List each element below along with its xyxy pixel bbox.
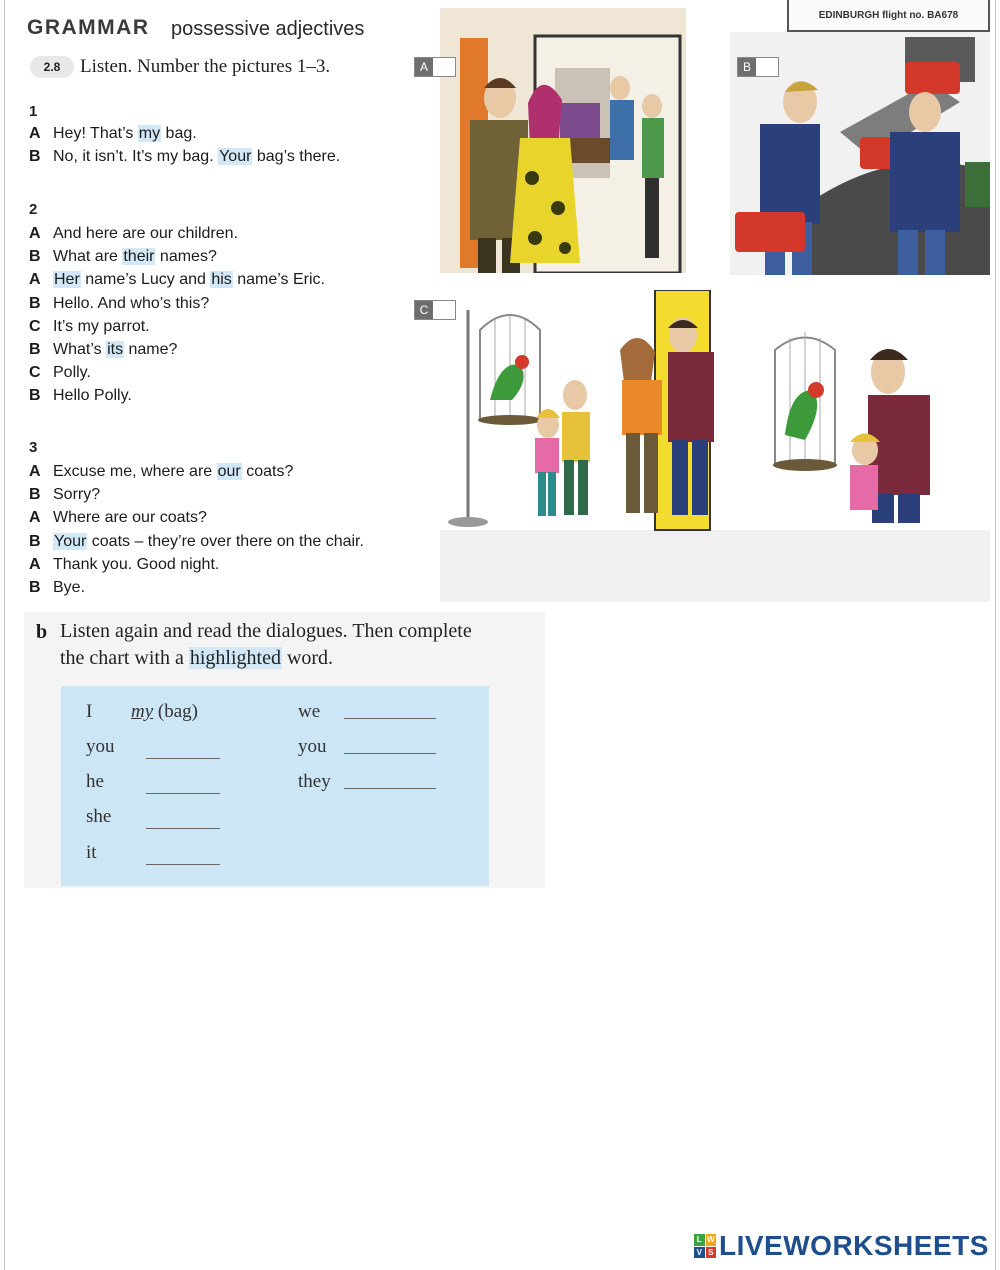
picture-c-label: C [415, 301, 433, 319]
chart-pronoun-left: I [86, 701, 93, 722]
picture-a-number-box[interactable] [414, 57, 456, 77]
dialogue-line [29, 533, 364, 551]
picture-a-label: A [415, 58, 433, 76]
speaker-label: A [29, 271, 41, 289]
logo-mark-letter: V [694, 1247, 705, 1259]
answer-blank[interactable] [344, 718, 436, 719]
line-text: Hello Polly. [53, 387, 132, 405]
chart-pronoun-left: it [86, 842, 97, 863]
dialogue-line [29, 248, 217, 266]
answer-blank[interactable] [146, 828, 220, 829]
chart-pronoun-left: you [86, 736, 115, 757]
speaker-label: B [29, 148, 41, 166]
dialogue-line [29, 318, 150, 336]
line-text: bag’s there. [252, 148, 341, 166]
speaker-label: B [29, 579, 41, 596]
answer-blank[interactable] [344, 788, 436, 789]
answer-blank[interactable] [146, 793, 220, 794]
line-text: Excuse me, where are [53, 463, 217, 480]
chart-pronoun-right: they [298, 771, 331, 792]
instruction-text: word. [281, 647, 334, 669]
dialogue-line [29, 579, 85, 597]
speaker-label: B [29, 486, 41, 504]
dialogue-line [29, 148, 340, 166]
line-text: coats – they’re over there on the chair. [87, 532, 364, 550]
speaker-label: C [29, 317, 41, 335]
dialogue-number: 2 [29, 201, 38, 218]
highlighted-word: its [107, 341, 124, 358]
line-text: Thank you. Good night. [53, 555, 220, 573]
line-text: name? [124, 341, 178, 358]
picture-c-number-box[interactable] [414, 300, 456, 320]
highlighted-word: our [217, 463, 241, 480]
audio-track-badge: 2.8 [30, 56, 74, 78]
line-text: What are [53, 248, 123, 266]
picture-a-party-scene [440, 8, 686, 273]
example-answer: my [131, 701, 154, 722]
exercise-b-letter: b [36, 621, 48, 643]
chart-pronoun-right: you [298, 736, 327, 757]
answer-blank[interactable] [146, 758, 220, 759]
exercise-a-instruction: Listen. Number the pictures 1–3. [80, 56, 331, 77]
line-text: Bye. [53, 579, 86, 596]
line-text: Where are our coats? [53, 509, 207, 527]
speaker-label: B [29, 532, 41, 550]
line-text: names? [155, 248, 217, 266]
highlighted-word: Your [54, 532, 87, 550]
speaker-label: A [29, 225, 41, 242]
speaker-label: B [29, 387, 41, 405]
highlighted-word: my [138, 125, 161, 142]
line-text: Polly. [53, 364, 91, 382]
speaker-label: B [29, 248, 41, 266]
logo-mark-letter: L [694, 1234, 705, 1246]
dialogue-line [29, 341, 177, 359]
answer-blank[interactable] [344, 753, 436, 754]
logo-mark-letter: S [706, 1247, 717, 1259]
line-text: What’s [53, 341, 107, 358]
chart-pronoun-left: he [86, 771, 104, 792]
line-text: name’s Lucy and [80, 271, 211, 289]
instruction-text: the chart with a [60, 647, 189, 669]
dialogue-number: 1 [29, 103, 38, 120]
dialogue-line [29, 295, 209, 313]
logo-mark-icon [694, 1234, 716, 1258]
dialogue-line [29, 125, 197, 143]
flight-sign: EDINBURGH flight no. BA678 [787, 0, 990, 32]
dialogue-line [29, 225, 238, 243]
speaker-label: C [29, 364, 41, 382]
chart-pronoun-right: we [298, 701, 321, 722]
dialogue-line [29, 387, 132, 405]
line-text: No, it isn’t. It’s my bag. [53, 148, 219, 166]
picture-b-number-box[interactable] [737, 57, 779, 77]
chart-pronoun-left: she [86, 806, 112, 827]
liveworksheets-logo [694, 1228, 989, 1264]
line-text: name’s Eric. [232, 271, 325, 289]
highlighted-word: his [211, 271, 232, 289]
dialogue-number: 3 [29, 439, 38, 456]
dialogue-line [29, 486, 100, 504]
grammar-topic: possessive adjectives [171, 18, 365, 40]
exercise-b-instruction-line2 [60, 647, 333, 670]
highlighted-word: Your [219, 148, 252, 166]
line-text: bag. [161, 125, 197, 142]
picture-b-label: B [738, 58, 756, 76]
line-text: It’s my parrot. [53, 317, 150, 335]
highlighted-word: highlighted [189, 647, 281, 669]
dialogue-line [29, 463, 293, 481]
line-text: coats? [241, 463, 294, 480]
line-text: Hey! That’s [53, 125, 138, 142]
grammar-heading: GRAMMAR [27, 16, 150, 39]
page-border-right [995, 0, 996, 1270]
answer-blank[interactable] [146, 864, 220, 865]
possessive-chart [61, 686, 489, 886]
picture-c-parrot-scene [440, 290, 990, 602]
highlighted-word: Her [54, 271, 80, 289]
speaker-label: A [29, 555, 41, 573]
line-text: Sorry? [53, 486, 101, 504]
exercise-b-instruction-line1: Listen again and read the dialogues. Then complete [60, 620, 472, 642]
speaker-label: A [29, 463, 41, 480]
speaker-label: B [29, 341, 41, 358]
line-text: Hello. And who’s this? [53, 294, 210, 312]
dialogue-line [29, 364, 91, 382]
dialogue-line [29, 556, 219, 574]
speaker-label: B [29, 294, 41, 312]
dialogue-line [29, 271, 325, 289]
line-text: And here are our children. [53, 225, 238, 242]
logo-wordmark: LIVEWORKSHEETS [719, 1230, 989, 1261]
speaker-label: A [29, 125, 41, 142]
highlighted-word: their [123, 248, 155, 266]
dialogue-line [29, 509, 207, 527]
speaker-label: A [29, 509, 41, 527]
chart-example [131, 701, 198, 723]
example-noun: (bag) [153, 701, 198, 722]
logo-mark-letter: W [706, 1235, 715, 1244]
page-border-left [4, 0, 5, 1270]
